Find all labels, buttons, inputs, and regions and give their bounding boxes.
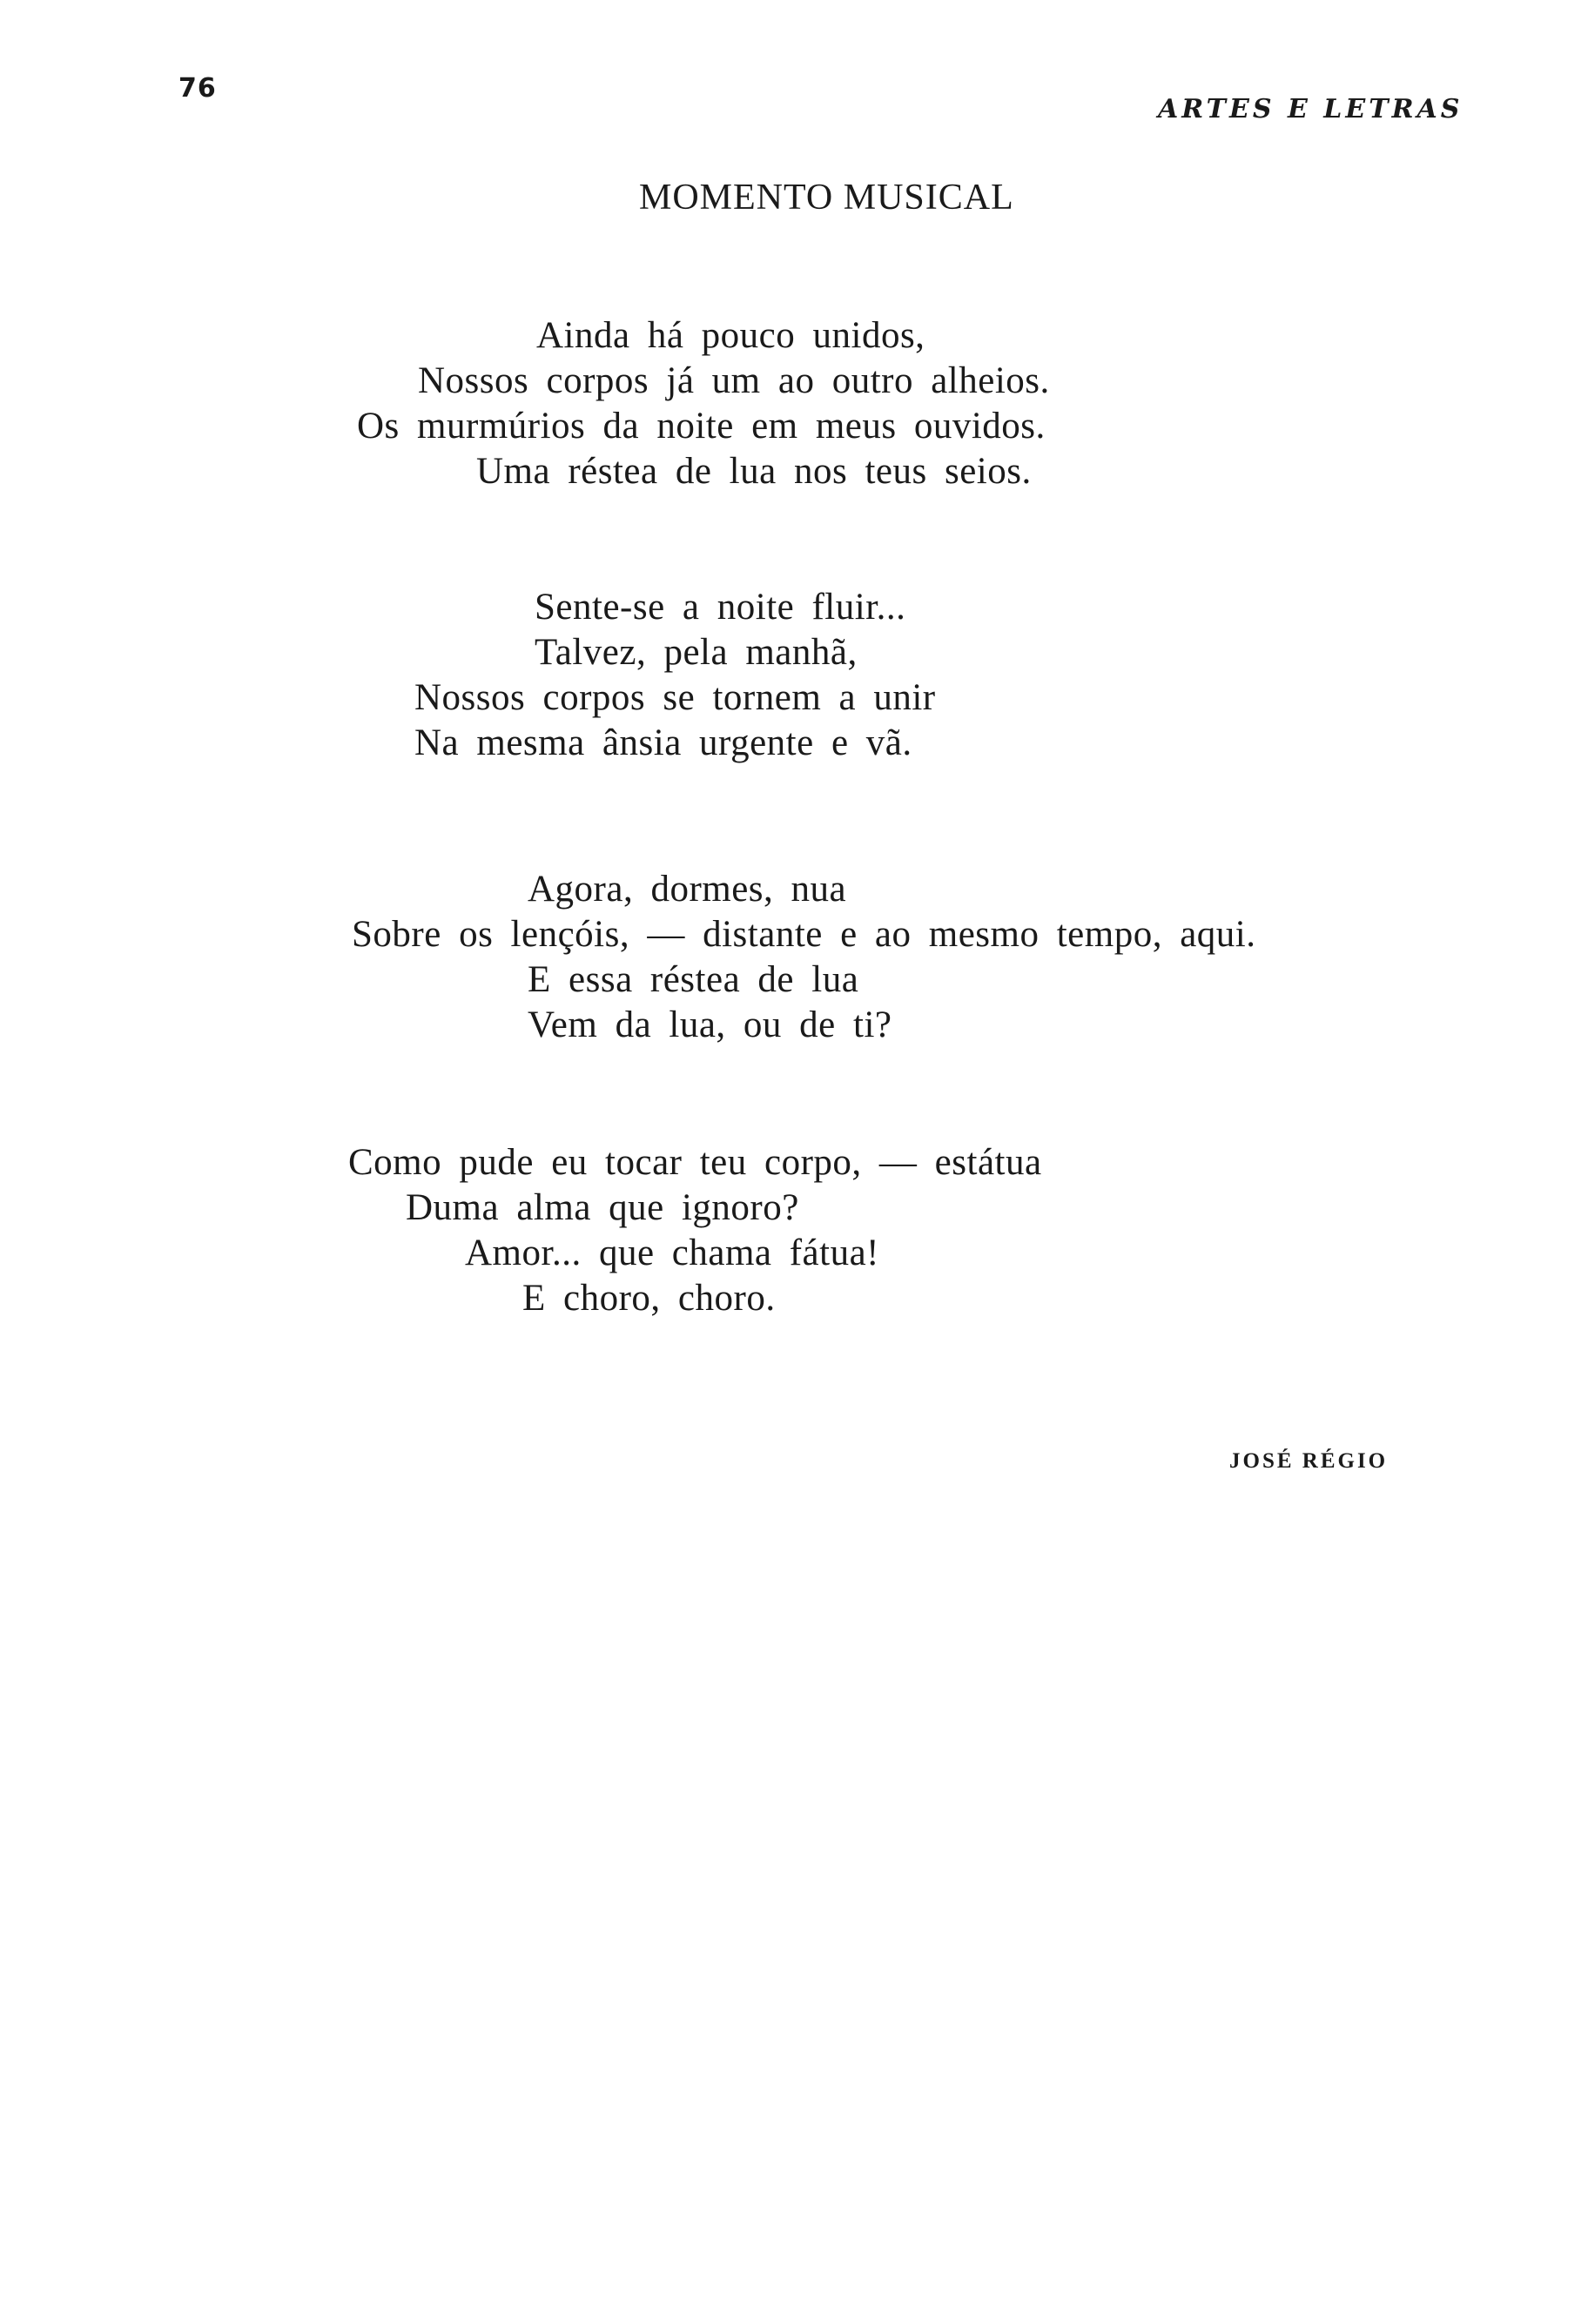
- verse-line: Nossos corpos se tornem a unir: [414, 677, 936, 718]
- page-number: 76: [178, 73, 217, 104]
- verse-line: Os murmúrios da noite em meus ouvidos.: [357, 406, 1046, 447]
- verse-line: Uma réstea de lua nos teus seios.: [476, 451, 1032, 492]
- verse-line: Talvez, pela manhã,: [535, 632, 858, 673]
- verse-line: Duma alma que ignoro?: [406, 1187, 799, 1228]
- verse-line: Nossos corpos já um ao outro alheios.: [418, 360, 1050, 401]
- verse-line: Na mesma ânsia urgente e vã.: [414, 722, 912, 763]
- verse-line: Vem da lua, ou de ti?: [528, 1004, 892, 1045]
- verse-line: Como pude eu tocar teu corpo, — estátua: [348, 1142, 1042, 1183]
- verse-line: Sobre os lençóis, — distante e ao mesmo tempo, aqui.: [352, 914, 1256, 955]
- running-head: ARTES E LETRAS: [1158, 94, 1464, 124]
- author-signature: JOSÉ RÉGIO: [1229, 1449, 1389, 1473]
- verse-line: E choro, choro.: [522, 1278, 776, 1319]
- verse-line: E essa réstea de lua: [528, 959, 859, 1000]
- verse-line: Amor... que chama fátua!: [465, 1233, 879, 1273]
- verse-line: Ainda há pouco unidos,: [536, 315, 925, 356]
- verse-line: Agora, dormes, nua: [528, 869, 847, 910]
- verse-line: Sente-se a noite fluir...: [535, 587, 906, 628]
- poem-title: MOMENTO MUSICAL: [639, 178, 1014, 218]
